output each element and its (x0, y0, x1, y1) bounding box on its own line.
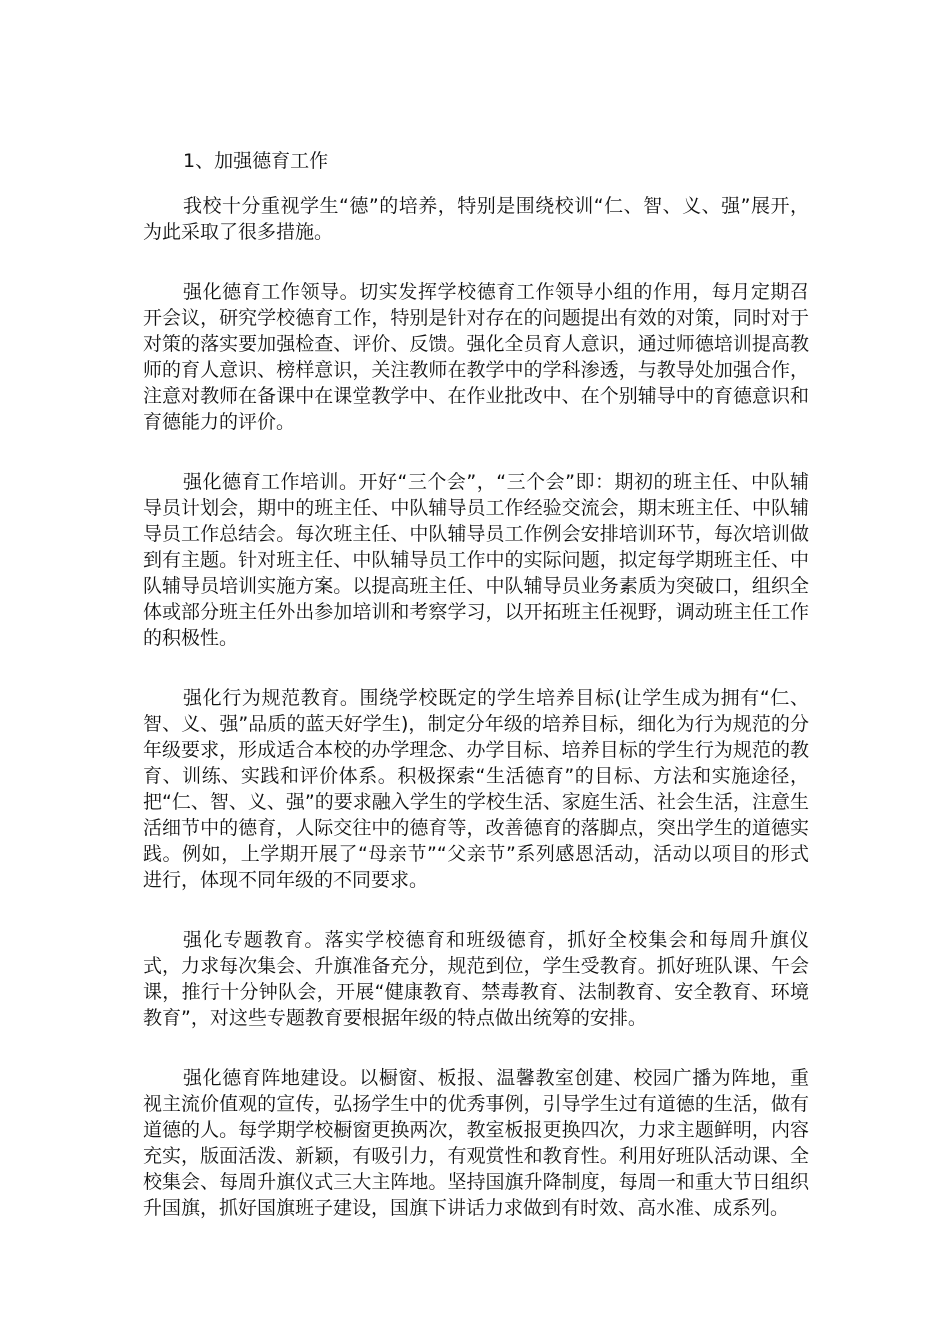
paragraph-special-topics: 强化专题教育。落实学校德育和班级德育，抓好全校集会和每周升旗仪式，力求每次集会、升旗准备充分，规范到位，学生受教育。抓好班队课、午会课，推行十分钟队会，开展“健康教育、禁毒教育、法制教育、安全教育、环境教育”，对这些专题教育要根据年级的特点做出统筹的安排。 (143, 929, 809, 1029)
paragraph-behavior-norms: 强化行为规范教育。围绕学校既定的学生培养目标(让学生成为拥有“仁、智、义、强”品质的蓝天好学生)，制定分年级的培养目标，细化为行为规范的分年级要求，形成适合本校的办学理念、办学目标、培养目标的学生行为规范的教育、训练、实践和评价体系。积极探索“生活德育”的目标、方法和实施途径，把“仁、智、义、强”的要求融入学生的学校生活、家庭生活、社会生活，注意生活细节中的德育，人际交往中的德育等，改善德育的落脚点，突出学生的道德实践。例如，上学期开展了“母亲节”“父亲节”系列感恩活动，活动以项目的形式进行，体现不同年级的不同要求。 (143, 687, 809, 891)
section-heading: 1、加强德育工作 (183, 150, 329, 172)
paragraph-positions: 强化德育阵地建设。以橱窗、板报、温馨教室创建、校园广播为阵地，重视主流价值观的宣传，弘扬学生中的优秀事例，引导学生过有道德的生活，做有道德的人。每学期学校橱窗更换两次，教室板报更换四次，力求主题鲜明，内容充实，版面活泼、新颖，有吸引力，有观赏性和教育性。利用好班队活动课、全校集会、每周升旗仪式三大主阵地。坚持国旗升降制度，每周一和重大节日组织升国旗，抓好国旗班子建设，国旗下讲话力求做到有时效、高水准、成系列。 (143, 1067, 809, 1219)
document-body (143, 148, 809, 1255)
paragraph-intro: 我校十分重视学生“德”的培养，特别是围绕校训“仁、智、义、强”展开，为此采取了很多措施。 (143, 195, 809, 243)
paragraph-training: 强化德育工作培训。开好“三个会”，“三个会”即：期初的班主任、中队辅导员计划会，期中的班主任、中队辅导员工作经验交流会，期末班主任、中队辅导员工作总结会。每次班主任、中队辅导员工作例会安排培训环节，每次培训做到有主题。针对班主任、中队辅导员工作中的实际问题，拟定每学期班主任、中队辅导员培训实施方案。以提高班主任、中队辅导员业务素质为突破口，组织全体或部分班主任外出参加培训和考察学习，以开拓班主任视野，调动班主任工作的积极性。 (143, 471, 809, 649)
paragraph-leadership: 强化德育工作领导。切实发挥学校德育工作领导小组的作用，每月定期召开会议，研究学校德育工作，特别是针对存在的问题提出有效的对策，同时对于对策的落实要加强检查、评价、反馈。强化全员育人意识，通过师德培训提高教师的育人意识、榜样意识，关注教师在教学中的学科渗透，与教导处加强合作，注意对教师在备课中在课堂教学中、在作业批改中、在个别辅导中的育德意识和育德能力的评价。 (143, 281, 809, 433)
